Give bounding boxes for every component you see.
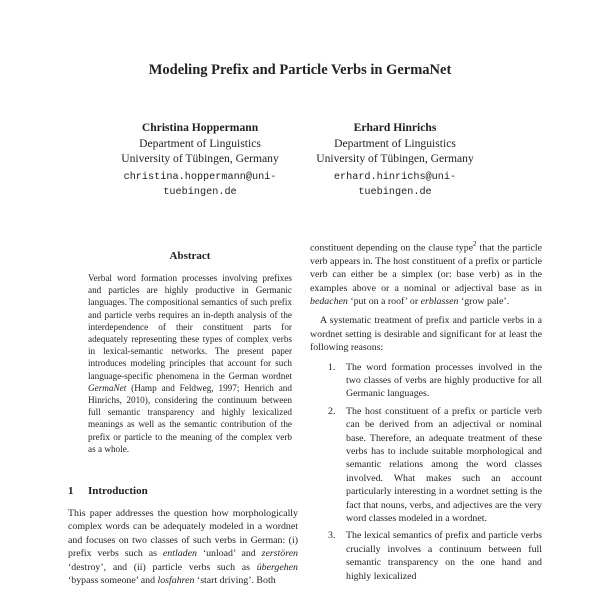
intro-paragraph: [68, 507, 298, 587]
author-department: Department of Linguistics: [334, 136, 456, 150]
text-run: ‘unload’ and: [196, 548, 262, 560]
section-title: Introduction: [88, 485, 148, 497]
author-name: Christina Hoppermann: [141, 121, 259, 134]
example-word: entladen: [162, 548, 197, 560]
footnote-marker[interactable]: 2: [473, 240, 477, 248]
text-run: ‘destroy’, and (ii) particle verbs such as: [68, 561, 257, 573]
list-item: [310, 361, 542, 401]
list-item: [310, 529, 542, 583]
email-line: tuebingen.de: [358, 187, 432, 198]
text-run: ‘bypass someone’ and: [68, 575, 158, 587]
author-name: Erhard Hinrichs: [353, 121, 437, 134]
example-word: erblassen: [420, 295, 459, 307]
right-paragraph: A systematic treatment of prefix and particle verbs in a wordnet setting is desirable and significant for at least the following reasons:: [310, 315, 542, 354]
email-line: erhard.hinrichs@uni-: [333, 171, 457, 183]
reasons-list: [310, 361, 542, 584]
list-number: 1.: [328, 361, 336, 373]
example-word: losfahren: [157, 575, 195, 587]
list-number: 2.: [328, 405, 336, 417]
example-word: übergehen: [256, 561, 298, 573]
text-run: constituent depending on the clause type: [310, 242, 474, 254]
author-block-2: [280, 120, 510, 201]
email-line: tuebingen.de: [163, 187, 237, 198]
list-item-text: The word formation processes involved in the two classes of verbs are highly productive for all Germanic languages.: [346, 361, 542, 400]
author-email[interactable]: [280, 170, 510, 201]
paper-title: Modeling Prefix and Particle Verbs in GermaNet: [148, 62, 452, 78]
text-run: This paper addresses the question how morphologically complex words can be adequately modeled in a wordnet and focuses on two classes of such verbs in German: (i) prefix verbs such as: [68, 508, 298, 560]
right-column: [310, 238, 542, 587]
list-item-text: The lexical semantics of prefix and particle verbs crucially involves a continuum between full semantic transparency on the one hand and highly lexicalized: [346, 530, 542, 582]
right-paragraph: [310, 238, 542, 308]
example-word: zerstören: [261, 548, 298, 560]
example-word: bedachen: [310, 295, 348, 307]
author-university: University of Tübingen, Germany: [316, 152, 474, 165]
text-run: that the particle verb appears in. The host constituent of a prefix or particle verb can either be a simplex (or: base verb) as in the examples above or a nominal or adjectival base as in: [310, 242, 542, 294]
section-number: 1: [68, 485, 74, 497]
abstract-text-part: (Hamp and Feldweg, 1997; Henrich and Hinrichs, 2010), considering the continuum between full semantic transparency and highly lexicalized meanings as well as the semantic contribution of the prefix or particle to the meaning of the complex verb as a whole.: [88, 382, 292, 454]
text-run: ‘start driving’. Both: [194, 575, 276, 587]
abstract-heading: Abstract: [169, 250, 211, 262]
abstract-text: [88, 272, 292, 455]
text-run: ‘grow pale’.: [458, 295, 510, 307]
author-university: University of Tübingen, Germany: [121, 152, 279, 165]
list-item: [310, 405, 542, 526]
section-heading: [68, 485, 148, 497]
abstract-term-germanet: GermaNet: [88, 382, 127, 393]
email-line: christina.hoppermann@uni-: [123, 171, 277, 183]
text-run: ‘put on a roof’ or: [347, 295, 421, 307]
author-department: Department of Linguistics: [139, 136, 261, 150]
list-number: 3.: [328, 530, 336, 542]
list-item-text: The host constituent of a prefix or particle verb can be derived from an adjectival or nominal base. Therefore, an adequate treatment of these verbs has to include suitable morphological and semantic relations among the word classes involved. What makes such an account particularly interesting in a wordnet setting is the fact that nouns, verbs, and adjectives are the very word classes modeled in a wordnet.: [346, 405, 542, 525]
abstract-text-part: Verbal word formation processes involving prefixes and particles are highly productive in Germanic languages. The compositional semantics of such prefix and particle verbs requires an in-depth analysis of the interdependence of their constituent parts for adequately representing these types of complex verbs in lexical-semantic networks. The present paper introduces modeling principles that account for such language-specific phenomena in the German wordnet: [88, 273, 292, 381]
